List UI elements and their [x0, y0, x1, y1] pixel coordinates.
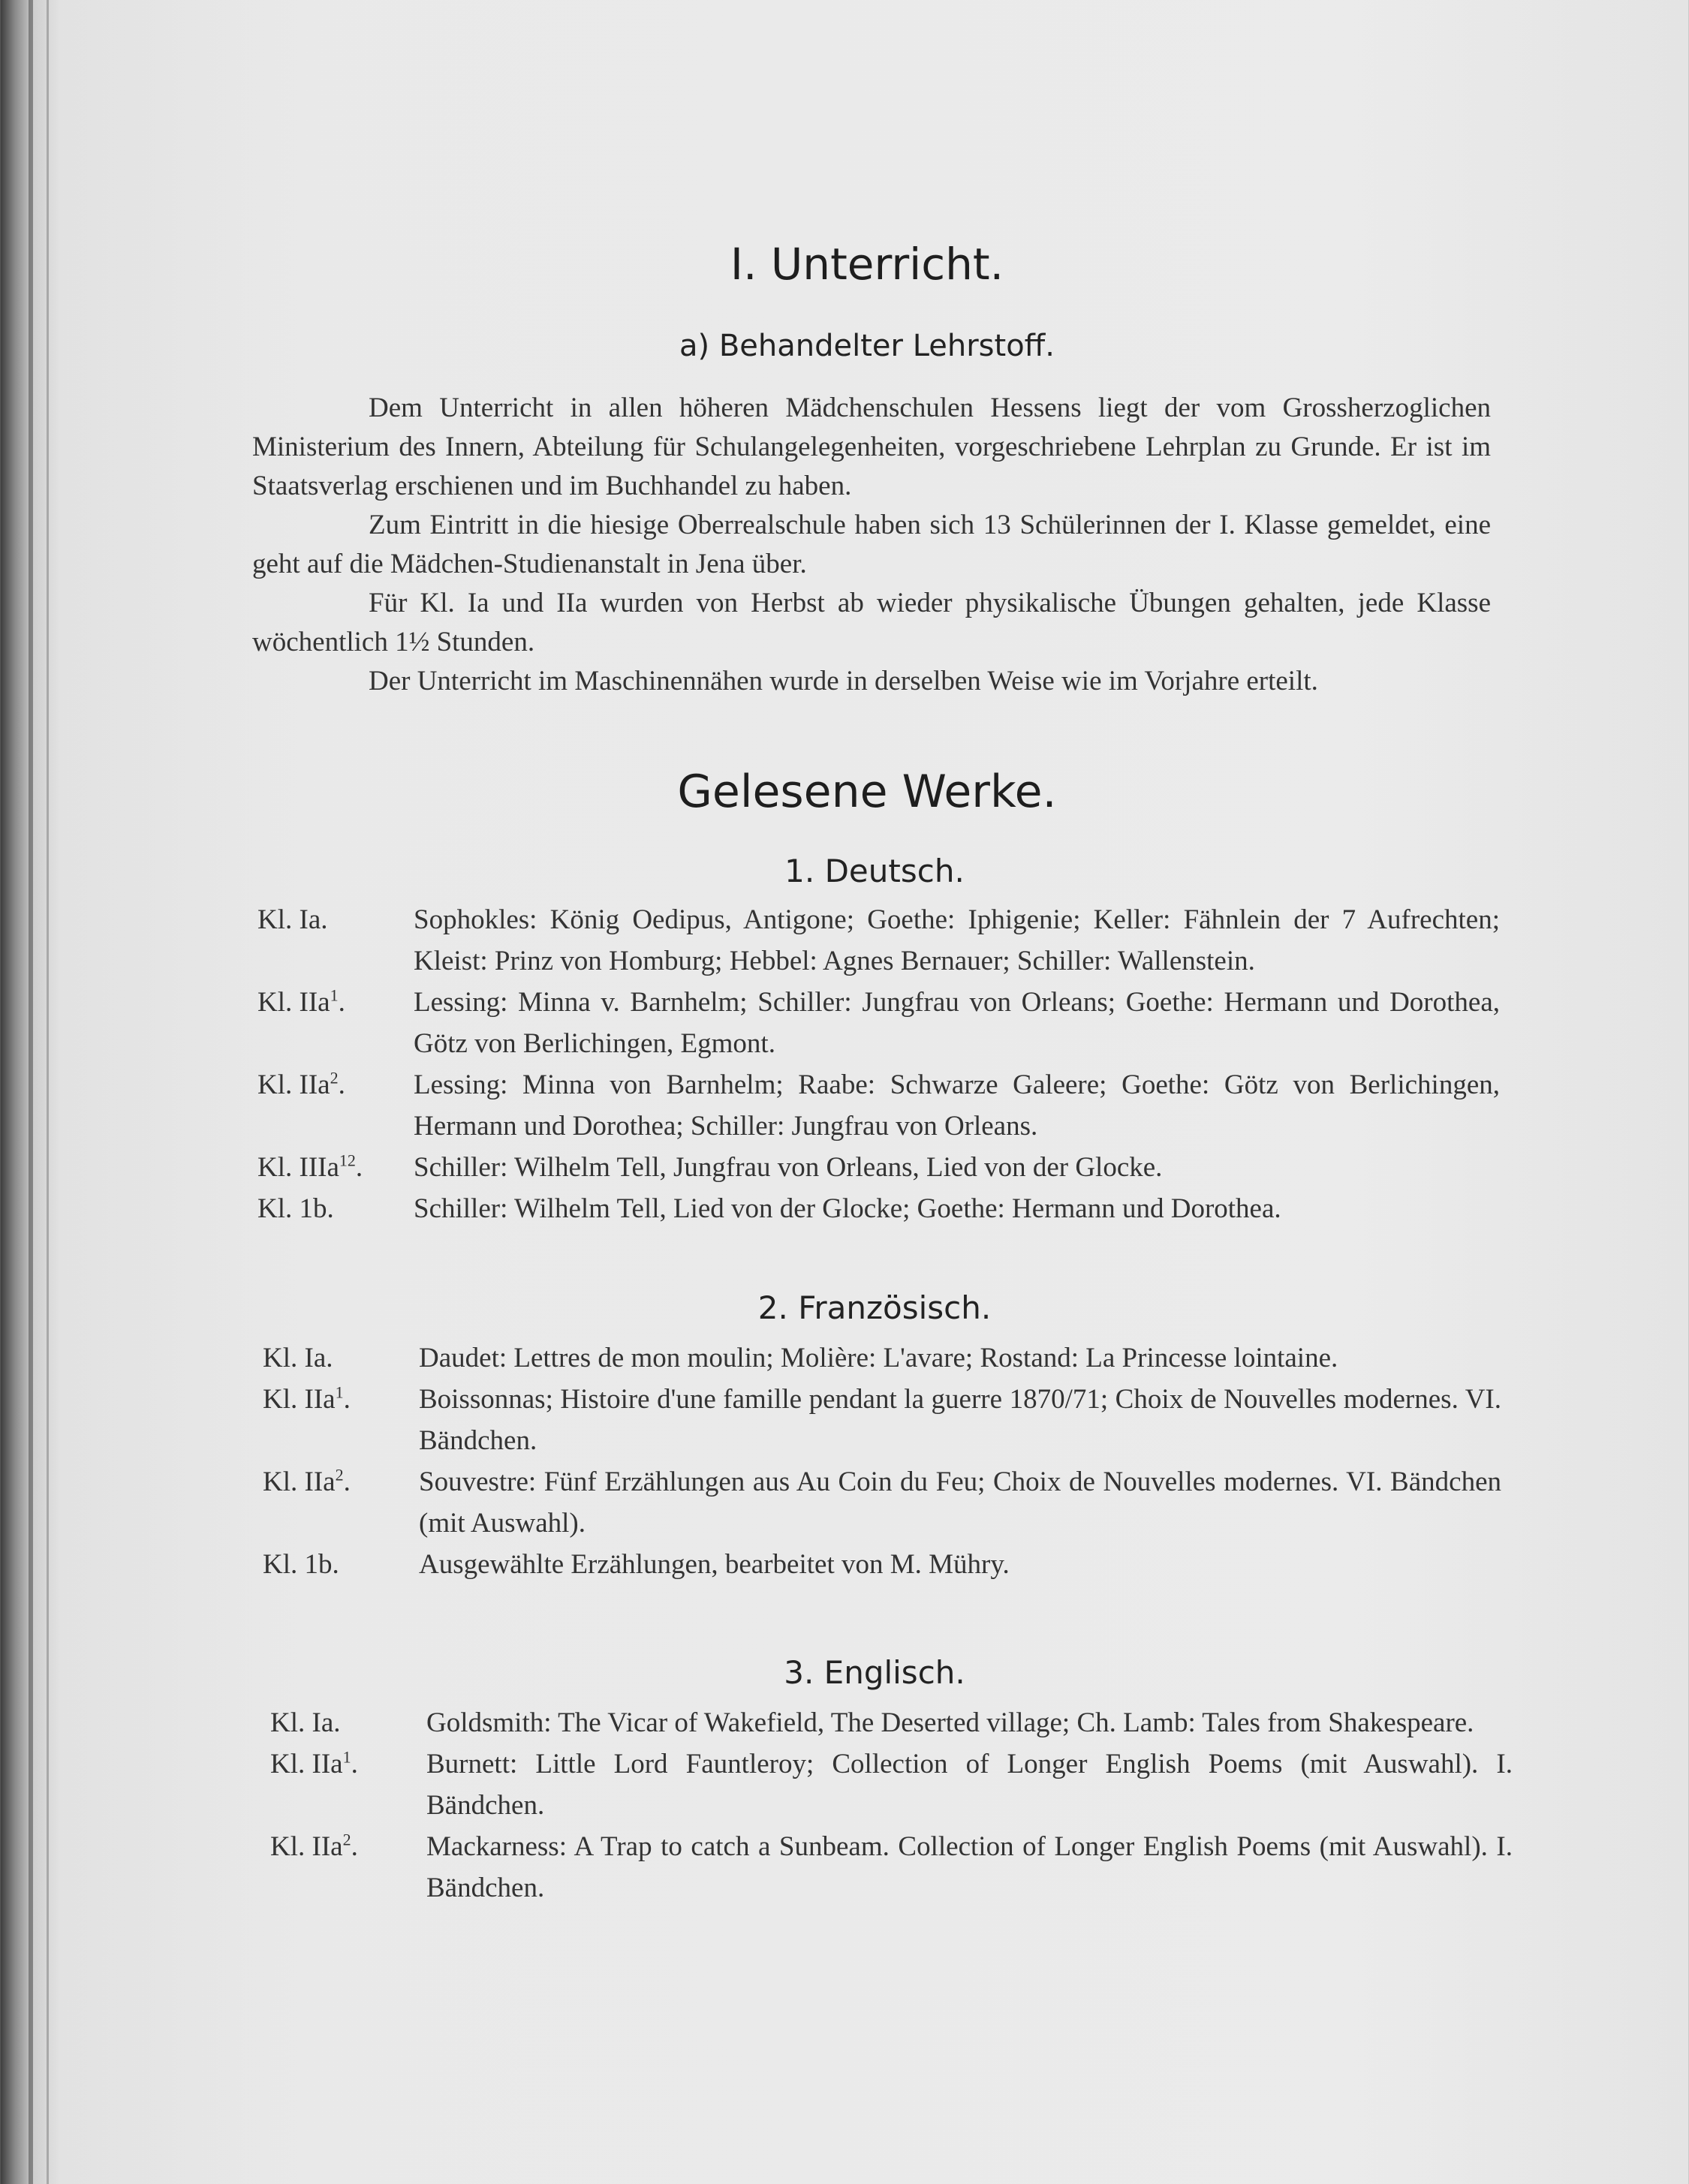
paragraph: Der Unterricht im Maschinennähen wurde in derselben Weise wie im Vorjahre erteilt.	[369, 666, 1318, 696]
class-label-cell: Kl. IIIa$^{12}$.	[257, 1151, 363, 1183]
list-entry	[263, 1337, 1501, 1379]
works-text: Ausgewählte Erzählungen, bearbeitet von M. Mühry.	[419, 1549, 1010, 1580]
class-label-cell: Kl. IIa$^2$.	[257, 1068, 345, 1100]
class-label: Kl. IIIa	[257, 1152, 339, 1183]
class-label: Kl. IIa	[257, 1069, 330, 1100]
class-label: Kl. IIa	[263, 1384, 336, 1415]
works-text: Daudet: Lettres de mon moulin; Molière: L'avare; Rostand: La Princesse lointaine.	[419, 1343, 1338, 1373]
reading-list-englisch	[270, 1702, 1513, 1909]
class-label: Kl. IIa	[270, 1831, 343, 1862]
class-label: Kl. Ia.	[263, 1343, 333, 1373]
class-superscript: 12	[339, 1151, 356, 1170]
works-text: Schiller: Wilhelm Tell, Jungfrau von Orleans, Lied von der Glocke.	[414, 1152, 1163, 1183]
works-text: Souvestre: Fünf Erzählungen aus Au Coin du Feu; Choix de Nouvelles modernes. VI. Bändchen (mit Auswahl).	[419, 1467, 1501, 1539]
works-heading: Gelesene Werke.	[677, 766, 1057, 818]
class-superscript: 2	[330, 1068, 339, 1087]
class-label-cell: Kl. IIa$^1$.	[257, 985, 345, 1018]
list-entry	[257, 1064, 1500, 1147]
class-label: Kl. 1b.	[263, 1549, 339, 1580]
list-entry	[270, 1826, 1513, 1909]
book-binding-line	[47, 0, 49, 2184]
list-entry	[263, 1544, 1501, 1585]
class-label-cell	[257, 899, 414, 982]
class-superscript: 2	[342, 1830, 351, 1849]
class-label: Kl. Ia.	[270, 1707, 341, 1738]
reading-list-franzoesisch	[263, 1337, 1501, 1585]
class-label: Kl. Ia.	[257, 904, 328, 935]
works-text: Sophokles: König Oedipus, Antigone; Goethe: Iphigenie; Keller: Fähnlein der 7 Aufrechten; Kleist: Prinz von Homburg; Hebbel: Agnes Bernauer; Schiller: Wallenstein.	[414, 904, 1500, 976]
class-superscript: 1	[330, 985, 339, 1005]
section-subheading: a) Behandelter Lehrstoff.	[679, 329, 1055, 363]
class-label: Kl. IIa	[257, 987, 330, 1018]
works-text: Mackarness: A Trap to catch a Sunbeam. Collection of Longer English Poems (mit Auswahl). I. Bändchen.	[426, 1831, 1513, 1903]
reading-list-deutsch	[257, 899, 1500, 1229]
class-label-cell	[263, 1337, 419, 1379]
class-label-cell: Kl. IIa$^2$.	[263, 1465, 351, 1497]
class-label-cell: Kl. IIa$^2$.	[270, 1830, 358, 1862]
class-label: Kl. IIa	[263, 1467, 336, 1497]
class-superscript: 2	[335, 1465, 344, 1485]
paragraph: Zum Eintritt in die hiesige Oberrealschule haben sich 13 Schülerinnen der I. Klasse gemeldet, eine geht auf die Mädchen-Studienanstalt in Jena über.	[252, 510, 1491, 579]
works-text: Goldsmith: The Vicar of Wakefield, The Deserted village; Ch. Lamb: Tales from Shakespeare.	[426, 1707, 1474, 1738]
paragraph: Für Kl. Ia und IIa wurden von Herbst ab wieder physikalische Übungen gehalten, jede Klasse wöchentlich 1½ Stunden.	[252, 588, 1491, 657]
list-entry	[257, 1147, 1500, 1188]
list-entry	[263, 1461, 1501, 1544]
list-entry	[257, 899, 1500, 982]
class-label-cell	[257, 1188, 414, 1229]
class-superscript: 1	[335, 1382, 344, 1402]
section-title-franzoesisch: 2. Französisch.	[757, 1289, 992, 1326]
works-text: Lessing: Minna v. Barnhelm; Schiller: Jungfrau von Orleans; Goethe: Hermann und Dorothea, Götz von Berlichingen, Egmont.	[414, 987, 1500, 1059]
works-text: Lessing: Minna von Barnhelm; Raabe: Schwarze Galeere; Goethe: Götz von Berlichingen, Hermann und Dorothea; Schiller: Jungfrau von Orleans.	[414, 1069, 1500, 1142]
list-entry	[257, 982, 1500, 1064]
works-text: Boissonnas; Histoire d'une famille pendant la guerre 1870/71; Choix de Nouvelles modernes. VI. Bändchen.	[419, 1384, 1501, 1456]
list-entry	[257, 1188, 1500, 1229]
class-label-cell	[270, 1702, 426, 1743]
list-entry	[270, 1702, 1513, 1743]
class-label-cell: Kl. IIa$^1$.	[263, 1382, 351, 1415]
section-title-deutsch: 1. Deutsch.	[784, 853, 965, 889]
section-title-englisch: 3. Englisch.	[784, 1654, 965, 1691]
list-entry	[270, 1743, 1513, 1826]
class-label: Kl. 1b.	[257, 1193, 334, 1224]
chapter-heading: I. Unterricht.	[730, 239, 1004, 290]
works-text: Schiller: Wilhelm Tell, Lied von der Glocke; Goethe: Hermann und Dorothea.	[414, 1193, 1281, 1224]
book-binding-edge	[29, 0, 33, 2184]
class-superscript: 1	[342, 1747, 351, 1767]
class-label-cell	[263, 1544, 419, 1585]
works-text: Burnett: Little Lord Fauntleroy; Collection of Longer English Poems (mit Auswahl). I. Bändchen.	[426, 1749, 1513, 1821]
list-entry	[263, 1379, 1501, 1461]
class-label-cell: Kl. IIa$^1$.	[270, 1747, 358, 1779]
intro-text	[252, 389, 1491, 701]
paragraph: Dem Unterricht in allen höheren Mädchenschulen Hessens liegt der vom Grossherzoglichen Ministerium des Innern, Abteilung für Schulangelegenheiten, vorgeschriebene Lehrplan zu Grunde. Er ist im Staatsverlag erschienen und im Buchhandel zu haben.	[252, 393, 1491, 501]
class-label: Kl. IIa	[270, 1749, 343, 1779]
